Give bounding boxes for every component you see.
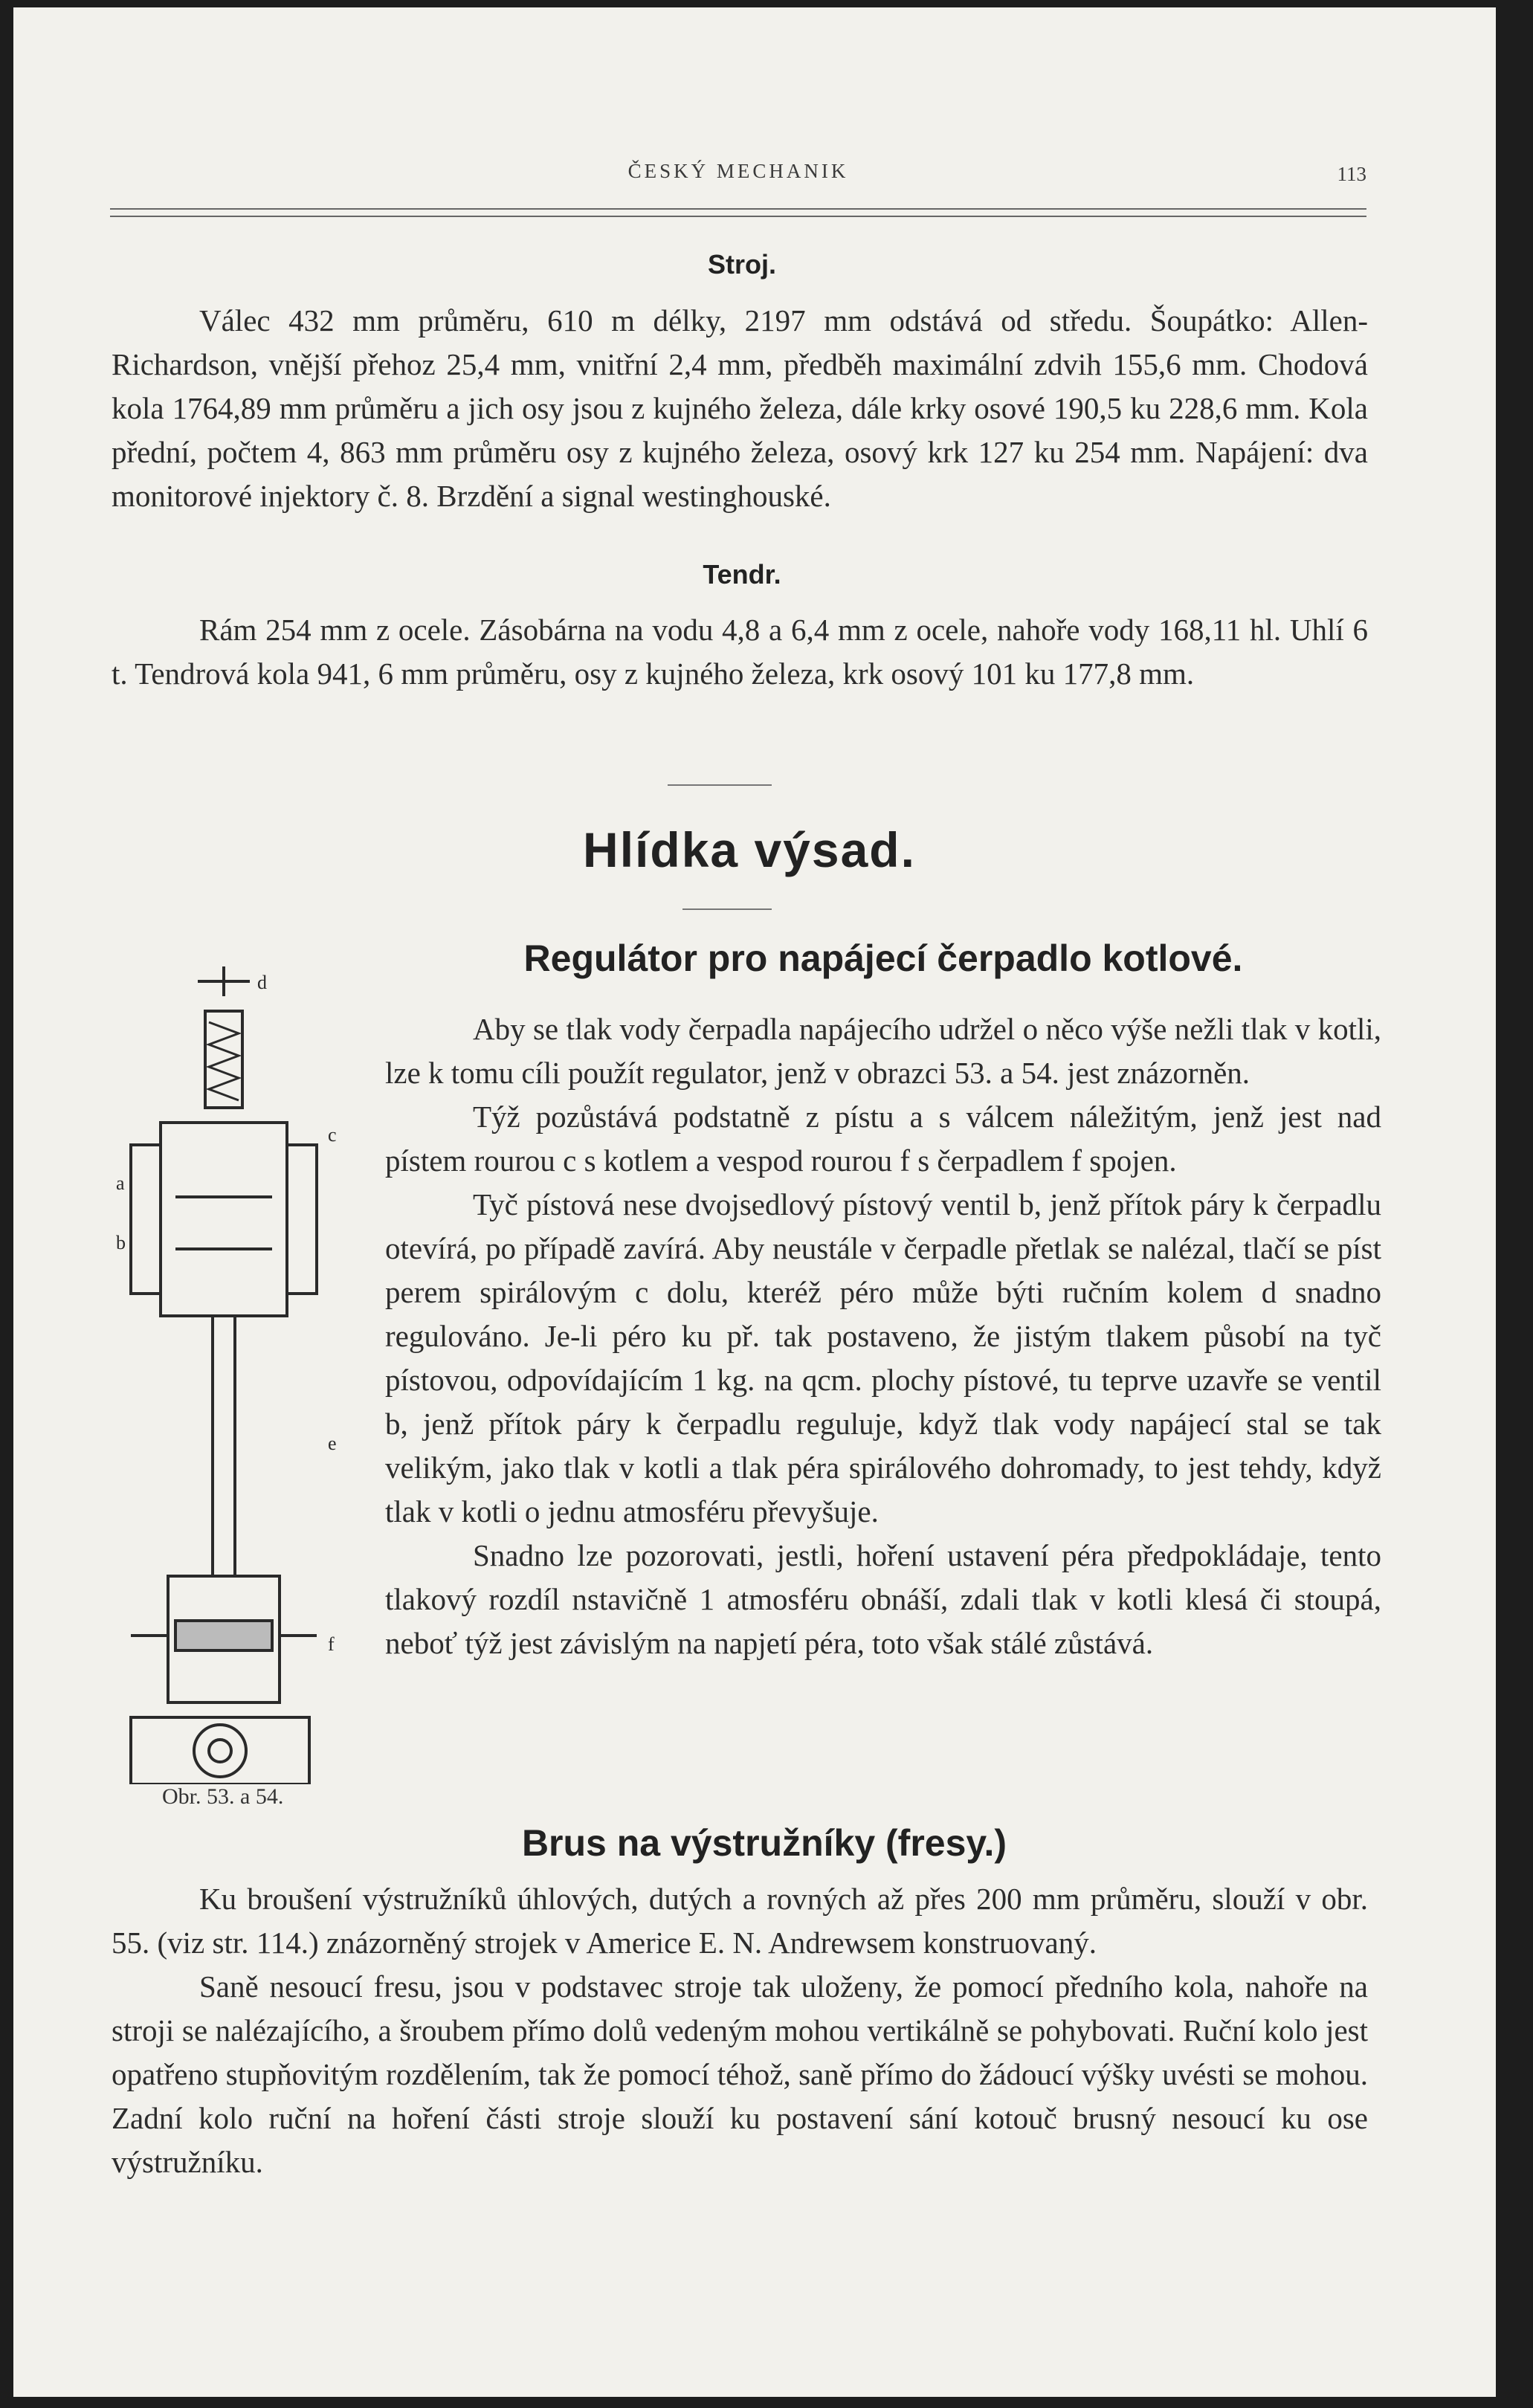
figure-label: c — [328, 1124, 337, 1146]
paragraph: Rám 254 mm z ocele. Zásobárna na vodu 4,8 a 6,4 mm z ocele, nahoře vody 168,11 hl. Uhlí 6 t. Tendrová kola 941, 6 mm průměru, osy z kujného železa, krk osový 101 ku 177,8 mm. — [112, 613, 1368, 691]
figure-label: a — [116, 1172, 125, 1194]
scanned-page — [13, 7, 1496, 2397]
running-header — [110, 160, 1366, 197]
section-title-hlidka: Hlídka výsad. — [583, 822, 916, 877]
paragraph: Snadno lze pozorovati, jestli, hoření ustavení péra předpokládaje, tento tlakový rozdíl nstavičně 1 atmosféru obnáší, zdali tlak v kotli klesá či stoupá, neboť týž jest závislým na napjetí péra, toto však stálé zůstává. — [385, 1538, 1381, 1660]
paragraph: Válec 432 mm průměru, 610 m délky, 2197 mm odstává od středu. Šoupátko: Allen-Richardson, vnější přehoz 25,4 mm, vnitřní 2,4 mm, předběh maximální zdvih 155,6 mm. Chodová kola 1764,89 mm průměru a jich osy jsou z kujného železa, dále krky osové 190,5 ku 228,6 mm. Kola přední, počtem 4, 863 mm průměru osy z kujného železa, osový krk 127 ku 254 mm. Napájení: dva monitorové injektory č. 8. Brzdění a signal westinghouské. — [112, 303, 1368, 513]
cross-section — [131, 1717, 309, 1784]
section-body-tendr — [112, 608, 1368, 696]
paragraph: Tyč pístová nese dvojsedlový pístový ventil b, jenž přítok páry k čerpadlu otevírá, po případě zavírá. Aby neustále v čerpadle přetlak se nalézal, tlačí se píst perem spirálovým c dolu, kteréž péro může býti ručním kolem d snadno regulováno. Je-li péro ku př. tak postaveno, že jistým tlakem působí na tyč pístovou, odpovídajícím 1 kg. na qcm. plochy pístové, tu teprve uzavře se ventil b, jenž přítok páry k čerpadlu reguluje, když tlak vody napájecí stal se tak velikým, jako tlak v kotli a tlak péra spirálového dohromady, to jest tehdy, když tlak v kotli o jednu atmosféru převyšuje. — [385, 1187, 1381, 1529]
figure-caption: Obr. 53. a 54. — [162, 1784, 284, 1809]
paragraph: Týž pozůstává podstatně z pístu a s válcem náležitým, jenž jest nad pístem rourou c s kotlem a vespod rourou f s čerpadlem f spojen. — [385, 1100, 1381, 1178]
spring-housing — [205, 1011, 242, 1108]
section-body-stroj — [112, 299, 1368, 518]
figure-label: b — [116, 1232, 126, 1253]
valve-body — [161, 1123, 287, 1316]
section-title-regulator: Regulátor pro napájecí čerpadlo kotlové. — [523, 937, 1243, 979]
journal-title: ČESKÝ MECHANIK — [627, 160, 849, 182]
paragraph: Ku broušení výstružníků úhlových, dutých a rovných až přes 200 mm průměru, slouží v obr. 55. (viz str. 114.) znázorněný strojek v Americe E. N. Andrewsem konstruovaný. — [112, 1882, 1368, 1960]
figure-label: f — [328, 1633, 335, 1655]
divider — [682, 908, 772, 910]
divider — [668, 784, 772, 786]
figure-label: d — [257, 972, 267, 993]
page-number: 113 — [1337, 163, 1366, 185]
regulator-figure — [101, 966, 354, 1784]
paragraph: Aby se tlak vody čerpadla napájecího udržel o něco výše nežli tlak v kotli, lze k tomu cíli použít regulator, jenž v obrazci 53. a 54. jest znázorněn. — [385, 1012, 1381, 1090]
section-title-tendr: Tendr. — [703, 559, 781, 590]
section-title-stroj: Stroj. — [707, 249, 776, 280]
section-title-brus: Brus na výstružníky (fresy.) — [521, 1822, 1007, 1864]
figure-label: e — [328, 1433, 337, 1454]
header-rule — [110, 208, 1366, 217]
section-body-brus — [112, 1877, 1368, 2184]
section-body-regulator — [385, 1007, 1381, 1665]
paragraph: Saně nesoucí fresu, jsou v podstavec stroje tak uloženy, že pomocí předního kola, nahoře na stroji se nalézajícího, a šroubem přímo dolů vedeným mohou vertikálně se pohybovati. Ruční kolo jest opatřeno stupňovitým rozdělením, tak že pomocí téhož, saně přímo do žádoucí výšky uvésti se mohou. Zadní kolo ruční na hoření části stroje slouží ku postavení sání kotouč brusný nesoucí ku ose výstružníku. — [112, 1969, 1368, 2179]
